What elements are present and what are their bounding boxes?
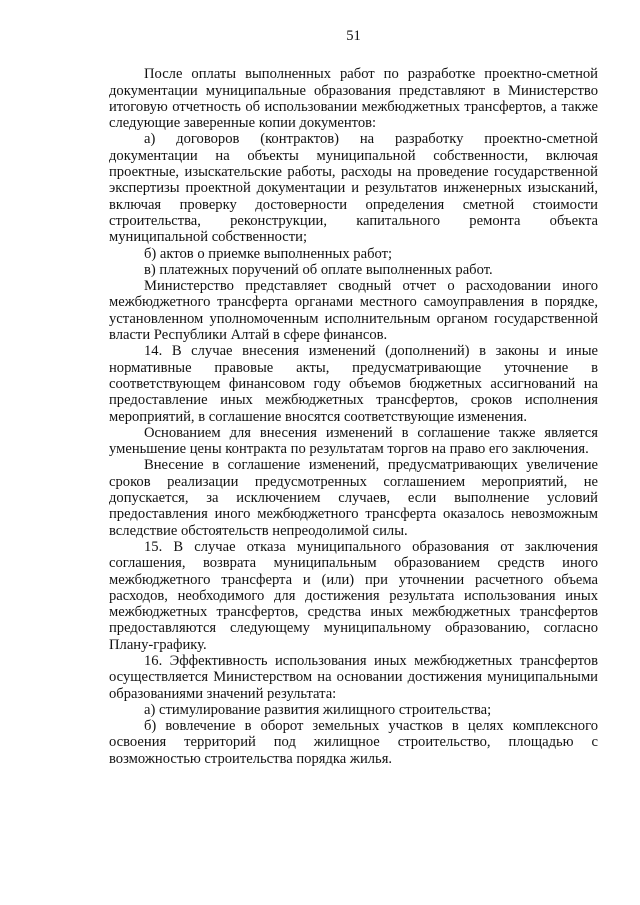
- paragraph-section-15: 15. В случае отказа муниципального образования от заключения соглашения, возврата муниципальным образованием средств иного межбюджетного трансферта и (или) при уточнении расчетного объема расходов, необходимого для достижения результата использования иных межбюджетных трансфертов, средства иных межбюджетных трансфертов предоставляются следующему муниципальному образованию, согласно Плану-графику.: [109, 538, 598, 653]
- paragraph-result-b: б) вовлечение в оборот земельных участков в целях комплексного освоения территорий под жилищное строительство, площадью с возможностью строительства порядка жилья.: [109, 718, 598, 767]
- paragraph-section-14: 14. В случае внесения изменений (дополнений) в законы и иные нормативные правовые акты, предусматривающие уточнение в соответствующем финансовом году объемов бюджетных ассигнований на предоставление иных межбюджетных трансфертов, сроков исполнения мероприятий, в соглашение вносятся соответствующие изменения.: [109, 343, 598, 425]
- paragraph-item-v-payments: в) платежных поручений об оплате выполненных работ.: [144, 261, 493, 278]
- paragraph-section-16: 16. Эффективность использования иных межбюджетных трансфертов осуществляется Министерством на основании достижения муниципальными образованиями значений результата:: [109, 652, 598, 702]
- document-page: [109, 28, 598, 767]
- page-number: 51: [346, 28, 361, 44]
- paragraph-item-b-acts: б) актов о приемке выполненных работ;: [144, 245, 393, 262]
- paragraph-grounds-for-changes: Основанием для внесения изменений в соглашение также является уменьшение цены контракта по результатам торгов на право его заключения.: [109, 424, 598, 458]
- paragraph-result-a: а) стимулирование развития жилищного строительства;: [144, 701, 492, 718]
- paragraph-item-a-contracts: а) договоров (контрактов) на разработку проектно-сметной документации на объекты муниципальной собственности, включая проектные, изыскательские работы, расходы на проведение государственной экспертизы проектной документации и результатов инженерных изысканий, включая проверку достоверности определения сметной стоимости строительства, реконструкции, капитального ремонта объекта муниципальной собственности;: [109, 131, 598, 246]
- paragraph-summary-report: Министерство представляет сводный отчет о расходовании иного межбюджетного трансферта органами местного самоуправления в порядке, установленном уполномоченным исполнительным органом государственной власти Республики Алтай в сфере финансов.: [109, 278, 598, 344]
- paragraph-term-extension: Внесение в соглашение изменений, предусматривающих увеличение сроков реализации предусмотренных соглашением мероприятий, не допускается, за исключением случаев, если выполнение условий предоставления иного межбюджетного трансферта оказалось невозможным вследствие обстоятельств непреодолимой силы.: [109, 457, 598, 539]
- paragraph-reporting: После оплаты выполненных работ по разработке проектно-сметной документации муниципальные образования представляют в Министерство итоговую отчетность об использовании межбюджетных трансфертов, а также следующие заверенные копии документов:: [109, 66, 598, 132]
